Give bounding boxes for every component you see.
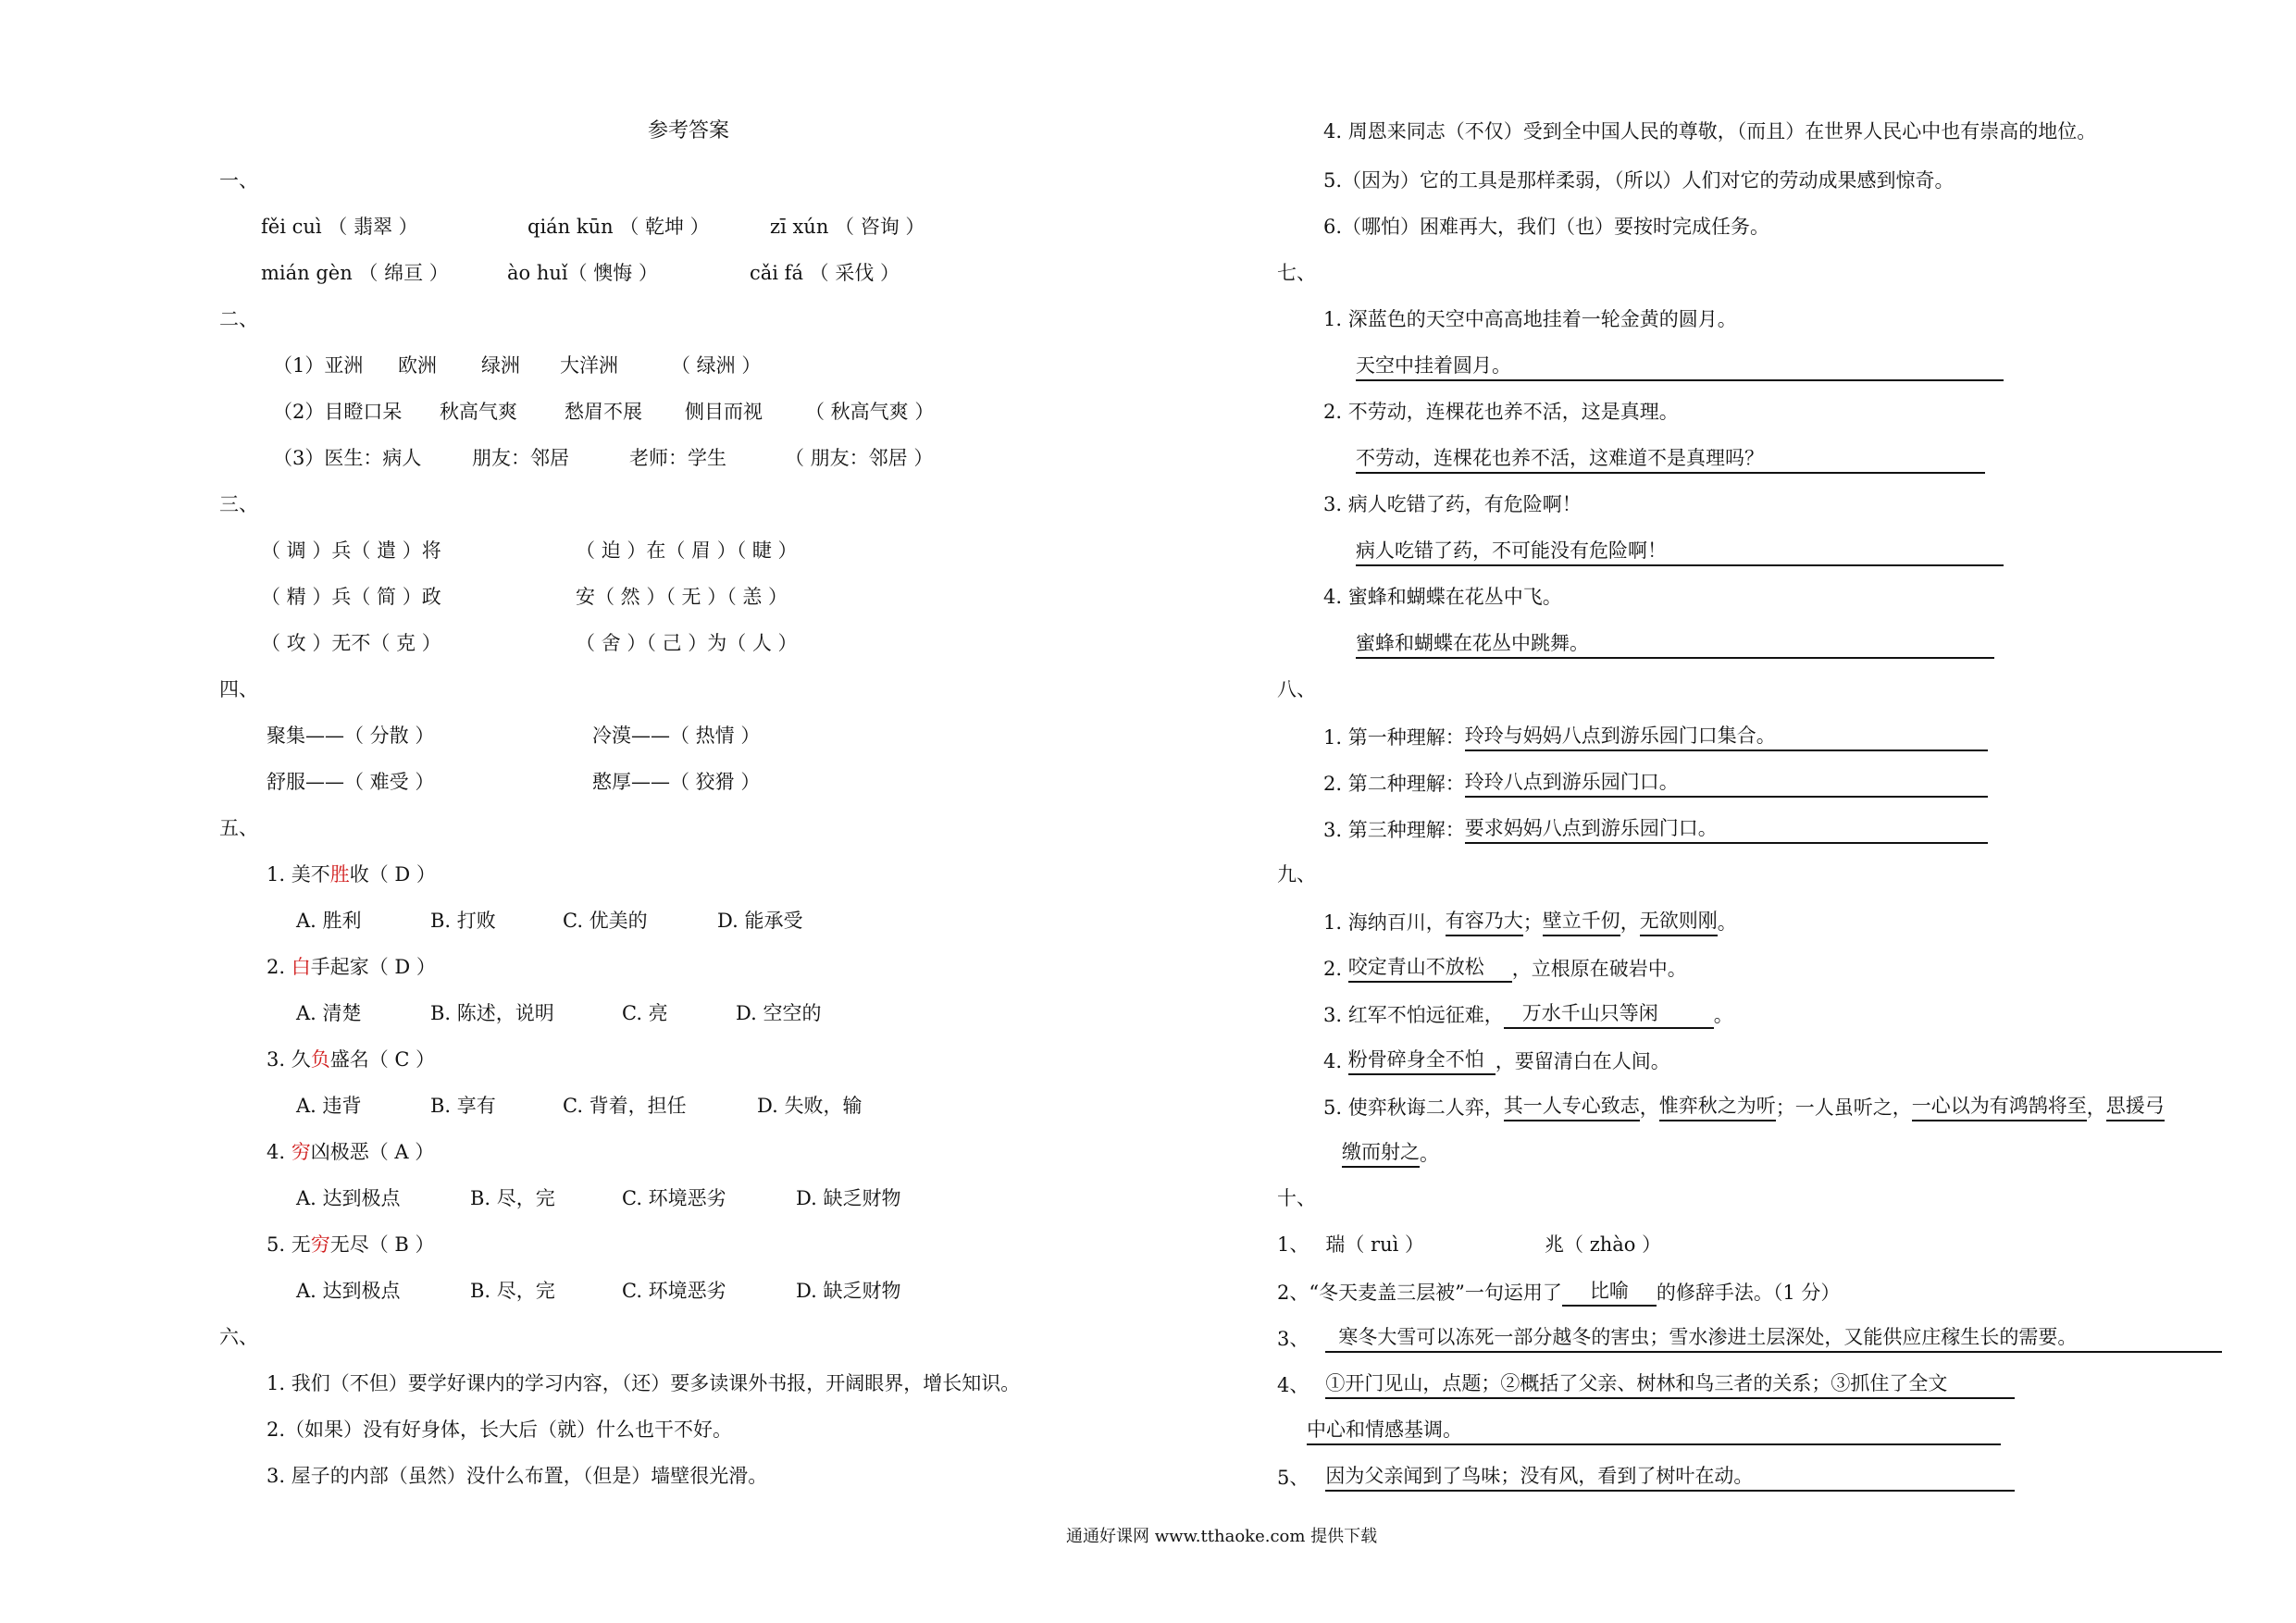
word-option: （3）医生：病人	[273, 447, 422, 469]
poem-line: 5. 使弈秋诲二人弈，其一人专心致志，惟弈秋之为听；一人虽听之，一心以为有鸿鹄将至，思援弓	[1323, 1092, 2165, 1121]
word-option: 绿洲	[481, 354, 520, 377]
highlight-char: 胜	[329, 863, 350, 886]
word-option: 老师：学生	[629, 447, 726, 469]
question-line: 4. 蜜蜂和蝴蝶在花丛中飞。	[1323, 586, 1562, 608]
answer-text: 思援弓	[2106, 1092, 2165, 1121]
option: C. 优美的	[563, 910, 648, 932]
option: A. 胜利	[296, 910, 362, 932]
answer-line	[1356, 352, 2004, 381]
answer-text: 惟弈秋之为听	[1659, 1092, 1776, 1121]
question-line: 1. 第一种理解：玲玲与妈妈八点到游乐园门口集合。	[1323, 722, 1988, 751]
pinyin-answer: fěi cuì （ 翡翠 ）	[261, 216, 418, 238]
idiom-answer: 安（ 然 ）（ 无 ）（ 恙 ）	[576, 586, 788, 608]
sentence-answer: 5.（因为）它的工具是那样柔弱，（所以）人们对它的劳动成果感到惊奇。	[1323, 169, 1955, 192]
section-label: 九、	[1277, 863, 1316, 886]
antonym-answer: 冷漠——（ 热情 ）	[592, 725, 761, 747]
idiom-answer: （ 迫 ）在（ 眉 ）（ 睫 ）	[576, 539, 798, 562]
answer-line: 1、 瑞（ ruì ） 兆（ zhào ）	[1277, 1233, 1662, 1256]
answer-text: 玲玲与妈妈八点到游乐园门口集合。	[1465, 722, 1988, 751]
answer-text: 玲玲八点到游乐园门口。	[1465, 768, 1988, 798]
option: A. 达到极点	[296, 1187, 401, 1209]
option: B. 打败	[430, 910, 496, 932]
option: D. 缺乏财物	[796, 1280, 901, 1302]
question-line: 5. 无穷无尽（ B ）	[267, 1233, 435, 1256]
option: A. 清楚	[296, 1002, 362, 1024]
idiom-answer: （ 精 ）兵（ 简 ）政	[261, 586, 441, 608]
answer-text: 要求妈妈八点到游乐园门口。	[1465, 814, 1988, 844]
answer-line	[1356, 629, 1994, 659]
poem-line: 缴而射之。	[1342, 1138, 1439, 1168]
section-label: 七、	[1277, 262, 1316, 284]
option: D. 空空的	[736, 1002, 822, 1024]
answer-line	[1356, 444, 1985, 474]
answer-line	[1307, 1416, 2001, 1445]
answer-text: 天空中挂着圆月。	[1356, 352, 2004, 381]
answer-text: 蜜蜂和蝴蝶在花丛中跳舞。	[1356, 629, 1994, 659]
option: A. 达到极点	[296, 1280, 401, 1302]
pinyin-answer: qián kūn （ 乾坤 ）	[527, 216, 710, 238]
option: C. 背着，担任	[563, 1095, 687, 1117]
option: B. 陈述，说明	[430, 1002, 554, 1024]
idiom-answer: （ 攻 ）无不（ 克 ）	[261, 632, 441, 654]
word-option: （1）亚洲	[273, 354, 364, 377]
word-option: 愁眉不展	[565, 401, 642, 423]
option: C. 亮	[622, 1002, 668, 1024]
word-option: 秋高气爽	[440, 401, 517, 423]
sentence-answer: 3. 屋子的内部（虽然）没什么布置，（但是）墙壁很光滑。	[267, 1465, 768, 1487]
question-line: 2. 第二种理解：玲玲八点到游乐园门口。	[1323, 768, 1988, 798]
question-line: 1. 美不胜收（ D ）	[267, 863, 436, 886]
section-label: 四、	[219, 678, 258, 700]
pinyin-answer: ào huǐ（ 懊悔 ）	[507, 262, 658, 284]
pinyin-answer: mián gèn （ 绵亘 ）	[261, 262, 449, 284]
section-label: 十、	[1277, 1187, 1316, 1209]
option: C. 环境恶劣	[622, 1280, 726, 1302]
section-label: 一、	[219, 169, 258, 192]
answer-text: 万水千山只等闲	[1504, 999, 1714, 1029]
word-answer: （ 秋高气爽 ）	[805, 401, 935, 423]
section-label: 八、	[1277, 678, 1316, 700]
question-line: 3. 第三种理解：要求妈妈八点到游乐园门口。	[1323, 814, 1988, 844]
poem-line: 4. 粉骨碎身全不怕 ，要留清白在人间。	[1323, 1046, 1670, 1075]
option: D. 失败，输	[757, 1095, 863, 1117]
answer-line: 4、 ①开门见山，点题；②概括了父亲、树林和鸟三者的关系；③抓住了全文	[1277, 1369, 2015, 1399]
footer-credit: 通通好课网 www.tthaoke.com 提供下载	[1066, 1527, 1378, 1546]
antonym-answer: 舒服——（ 难受 ）	[267, 771, 435, 793]
answer-line	[1356, 537, 2004, 566]
answer-line: 3、 寒冬大雪可以冻死一部分越冬的害虫；雪水渗进土层深处，又能供应庄稼生长的需要。	[1277, 1323, 2222, 1353]
word-option: 欧洲	[398, 354, 437, 377]
option: D. 能承受	[717, 910, 803, 932]
sentence-answer: 6.（哪怕）困难再大，我们（也）要按时完成任务。	[1323, 216, 1770, 238]
section-label: 六、	[219, 1326, 258, 1348]
question-line: 4. 穷凶极恶（ A ）	[267, 1141, 435, 1163]
option: C. 环境恶劣	[622, 1187, 726, 1209]
antonym-answer: 聚集——（ 分散 ）	[267, 725, 435, 747]
word-option: 大洋洲	[560, 354, 618, 377]
idiom-answer: （ 舍 ）（ 己 ）为（ 人 ）	[576, 632, 798, 654]
idiom-answer: （ 调 ）兵（ 遣 ）将	[261, 539, 441, 562]
answer-text: 一心以为有鸿鹄将至	[1912, 1092, 2087, 1121]
answer-text: 比喻	[1562, 1277, 1657, 1307]
poem-line: 1. 海纳百川，有容乃大；壁立千仞，无欲则刚。	[1323, 907, 1737, 936]
answer-text: 不劳动，连棵花也养不活，这难道不是真理吗？	[1356, 444, 1985, 474]
poem-line: 2. 咬定青山不放松 ，立根原在破岩中。	[1323, 953, 1687, 983]
section-label: 二、	[219, 308, 258, 330]
answer-text: 中心和情感基调。	[1307, 1416, 2001, 1445]
answer-text: 缴而射之	[1342, 1138, 1420, 1168]
page-title: 参考答案	[648, 119, 730, 142]
answer-text: 寒冬大雪可以冻死一部分越冬的害虫；雪水渗进土层深处，又能供应庄稼生长的需要。	[1325, 1323, 2222, 1353]
word-answer: （ 朋友：邻居 ）	[785, 447, 934, 469]
word-answer: （ 绿洲 ）	[671, 354, 762, 377]
highlight-char: 负	[310, 1048, 330, 1071]
answer-text: 病人吃错了药，不可能没有危险啊！	[1356, 537, 2004, 566]
word-option: 侧目而视	[685, 401, 763, 423]
poem-line: 3. 红军不怕远征难， 万水千山只等闲 。	[1323, 999, 1733, 1029]
pinyin-answer: zī xún （ 咨询 ）	[770, 216, 925, 238]
word-option: 朋友：邻居	[472, 447, 569, 469]
highlight-char: 白	[291, 956, 311, 978]
answer-text: 粉骨碎身全不怕	[1348, 1046, 1496, 1075]
question-line: 2. 不劳动，连棵花也养不活，这是真理。	[1323, 401, 1679, 423]
answer-line: 2、“冬天麦盖三层被”一句运用了 比喻 的修辞手法。（1 分）	[1277, 1277, 1840, 1307]
option: B. 尽，完	[470, 1280, 555, 1302]
option: A. 违背	[296, 1095, 362, 1117]
pinyin-answer: cǎi fá （ 采伐 ）	[750, 262, 900, 284]
answer-text: 无欲则刚	[1640, 907, 1718, 936]
option: B. 享有	[430, 1095, 496, 1117]
question-line: 3. 病人吃错了药，有危险啊！	[1323, 493, 1582, 515]
answer-text: 因为父亲闻到了鸟味；没有风，看到了树叶在动。	[1325, 1462, 2015, 1492]
question-line: 1. 深蓝色的天空中高高地挂着一轮金黄的圆月。	[1323, 308, 1737, 330]
sentence-answer: 2.（如果）没有好身体，长大后（就）什么也干不好。	[267, 1419, 733, 1441]
answer-text: 咬定青山不放松	[1348, 953, 1512, 983]
answer-text: 壁立千仞	[1543, 907, 1620, 936]
option: B. 尽，完	[470, 1187, 555, 1209]
sentence-answer: 4. 周恩来同志（不仅）受到全中国人民的尊敬，（而且）在世界人民心中也有崇高的地位。	[1323, 120, 2097, 142]
question-line: 2. 白手起家（ D ）	[267, 956, 436, 978]
highlight-char: 穷	[310, 1233, 330, 1256]
answer-text: 有容乃大	[1446, 907, 1523, 936]
sentence-answer: 1. 我们（不但）要学好课内的学习内容，（还）要多读课外书报，开阔眼界，增长知识。	[267, 1372, 1021, 1394]
answer-text: 其一人专心致志	[1504, 1092, 1640, 1121]
antonym-answer: 憨厚——（ 狡猾 ）	[592, 771, 761, 793]
answer-line: 5、 因为父亲闻到了鸟味；没有风，看到了树叶在动。	[1277, 1462, 2015, 1492]
option: D. 缺乏财物	[796, 1187, 901, 1209]
answer-text: ①开门见山，点题；②概括了父亲、树林和鸟三者的关系；③抓住了全文	[1325, 1369, 2015, 1399]
highlight-char: 穷	[291, 1141, 311, 1163]
question-line: 3. 久负盛名（ C ）	[267, 1048, 436, 1071]
section-label: 五、	[219, 817, 258, 839]
word-option: （2）目瞪口呆	[273, 401, 403, 423]
section-label: 三、	[219, 493, 258, 515]
right-column	[1231, 0, 2296, 1623]
